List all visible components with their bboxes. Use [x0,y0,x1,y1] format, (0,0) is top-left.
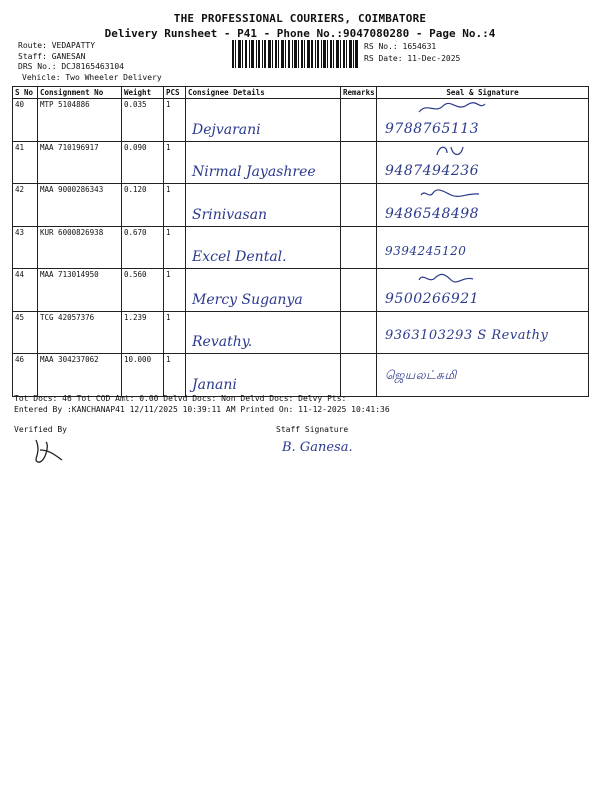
table-header-row [13,87,589,99]
handwritten-consignee: Srinivasan [192,206,268,223]
signature-scribble [417,143,487,159]
handwritten-consignee: Mercy Suganya [192,291,303,308]
cell-seal [377,354,589,397]
vehicle-label: Vehicle: Two Wheeler Delivery [22,73,162,82]
cell-sno: 46 [13,354,38,397]
col-header-pcs: PCS [164,87,186,99]
handwritten-phone: 9500266921 [385,290,480,307]
cell-consignment: MAA 713014950 [38,269,122,312]
document-title: THE PROFESSIONAL COURIERS, COIMBATORE [173,12,427,25]
cell-pcs: 1 [164,99,186,142]
cell-seal [377,141,589,184]
cell-remarks [341,354,377,397]
handwritten-phone: 9363103293 S Revathy [385,328,549,343]
cell-seal [377,99,589,142]
rs-date: RS Date: 11-Dec-2025 [364,54,461,63]
cell-pcs: 1 [164,269,186,312]
cell-weight: 1.239 [122,311,164,354]
table-row [13,141,589,184]
cell-remarks [341,269,377,312]
cell-remarks [341,311,377,354]
cell-pcs: 1 [164,226,186,269]
cell-consignee [186,99,341,142]
handwritten-consignee: Dejvarani [192,121,261,138]
handwritten-phone: 9394245120 [385,244,467,258]
cell-weight: 0.120 [122,184,164,227]
cell-remarks [341,184,377,227]
cell-consignee [186,311,341,354]
handwritten-consignee: Nirmal Jayashree [192,164,316,180]
cell-sno: 44 [13,269,38,312]
table-row [13,311,589,354]
signature-scribble [417,270,487,286]
cell-pcs: 1 [164,354,186,397]
staff-label: Staff: GANESAN [18,51,86,61]
cell-sno: 43 [13,226,38,269]
col-header-weight: Weight [122,87,164,99]
cell-consignment: KUR 6000826938 [38,226,122,269]
cell-sno: 42 [13,184,38,227]
handwritten-phone: 9487494236 [385,163,480,179]
cell-remarks [341,99,377,142]
rs-number: RS No.: 1654631 [364,42,437,51]
col-header-seal: Seal & Signature [377,87,589,99]
barcode-image [232,40,358,68]
cell-consignee [186,226,341,269]
cell-consignment: MAA 9000286343 [38,184,122,227]
cell-weight: 0.090 [122,141,164,184]
document-subtitle: Delivery Runsheet - P41 - Phone No.:9047080280 - Page No.:4 [104,27,496,40]
cell-weight: 10.000 [122,354,164,397]
handwritten-tamil-signature: ஜெயலட்சுமி [385,367,457,382]
cell-remarks [341,226,377,269]
col-header-consignment: Consignment No [38,87,122,99]
cell-consignee [186,184,341,227]
col-header-consignee: Consignee Details [186,87,341,99]
cell-pcs: 1 [164,311,186,354]
table-row [13,269,589,312]
handwritten-phone: 9486548498 [385,205,480,222]
cell-remarks [341,141,377,184]
cell-seal [377,226,589,269]
handwritten-consignee: Janani [192,376,237,393]
drs-number: DRS No.: DCJ8165463104 [18,62,124,71]
col-header-remarks: Remarks [341,87,377,99]
handwritten-phone: 9788765113 [385,120,480,137]
staff-signature-label: Staff Signature [276,425,349,434]
handwritten-consignee: Excel Dental. [192,249,287,265]
cell-weight: 0.560 [122,269,164,312]
meta-left [18,41,124,73]
cell-seal [377,184,589,227]
cell-consignee [186,141,341,184]
table-row [13,184,589,227]
cell-sno: 41 [13,141,38,184]
totals-line: Tot Docs: 46 Tot COD Amt: 0.00 Delvd Docs: Non Delvd Docs: Delvy Pts: [14,394,347,403]
cell-seal [377,269,589,312]
cell-consignee [186,354,341,397]
signature-scribble [417,100,487,116]
table-row [13,354,589,397]
verifier-signature [28,436,68,466]
cell-pcs: 1 [164,141,186,184]
route-label: Route: VEDAPATTY [18,41,96,50]
runsheet-table [12,86,589,397]
cell-weight: 0.035 [122,99,164,142]
cell-weight: 0.670 [122,226,164,269]
table-row [13,99,589,142]
cell-consignment: MTP 5104886 [38,99,122,142]
entered-line: Entered By :KANCHANAP41 12/11/2025 10:39:11 AM Printed On: 11-12-2025 10:41:36 [14,405,390,414]
col-header-sno: S No [13,87,38,99]
handwritten-consignee: Revathy. [192,334,253,350]
cell-sno: 45 [13,311,38,354]
verified-by-label: Verified By [14,425,67,434]
cell-consignment: MAA 710196917 [38,141,122,184]
cell-seal [377,311,589,354]
cell-consignment: TCG 42057376 [38,311,122,354]
cell-sno: 40 [13,99,38,142]
meta-right [364,41,460,65]
signature-scribble [417,185,487,201]
table-row [13,226,589,269]
staff-handwritten-signature: B. Ganesa. [282,440,353,455]
cell-consignee [186,269,341,312]
cell-consignment: MAA 304237062 [38,354,122,397]
cell-pcs: 1 [164,184,186,227]
